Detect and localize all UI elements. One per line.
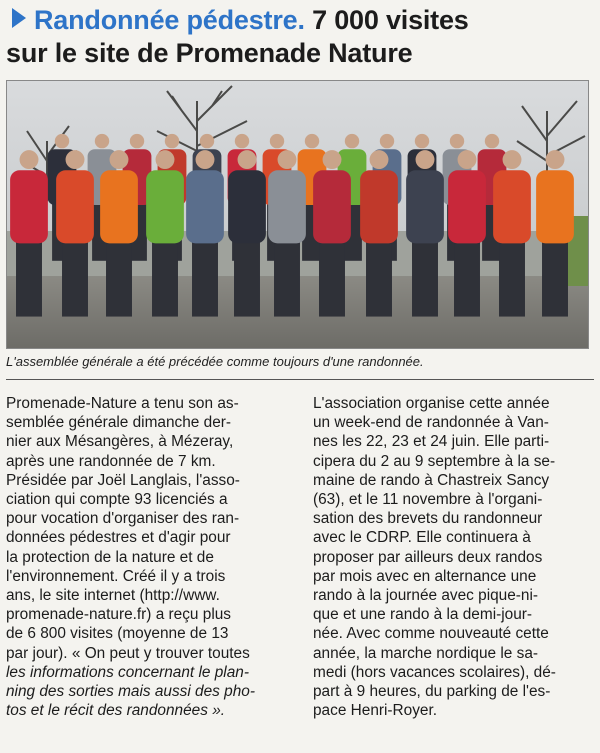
article-line: de 6 800 visites (moyenne de 13 [6,625,229,643]
article-line: nes les 22, 23 et 24 juin. Elle parti- [313,433,550,451]
article-line: nier aux Mésangères, à Mézeray, [6,433,234,451]
article-line: ciation qui compte 93 licenciés a [6,491,228,509]
article-column-right [313,394,591,720]
article-line: année, la marche nordique le sa- [313,644,539,662]
article-line: tos et le récit des randonnées ». [6,702,226,720]
article-line: part à 9 heures, du parking de l'es- [313,683,551,701]
hikers-illustration [7,81,588,348]
divider [6,379,594,380]
article-line: proposer par ailleurs deux randos [313,548,543,566]
article-column-left [6,394,284,720]
headline-line-2: sur le site de Promenade Nature [6,38,413,68]
photo-caption: L'assemblée générale a été précédée comme toujours d'une randonnée. [6,354,424,369]
article-line: avec le CDRP. Elle continuera à [313,529,531,547]
article-line: cipera du 2 au 9 septembre à la se- [313,452,556,470]
article-line: rando à la journée avec pique-ni- [313,587,539,605]
article-line: Présidée par Joël Langlais, l'asso- [6,471,240,489]
article-line: l'environnement. Créé il y a trois [6,567,226,585]
play-arrow-icon [12,8,26,28]
article-line: par jour). « On peut y trouver toutes [6,644,250,662]
article-line: que et une rando à la demi-jour- [313,606,533,624]
article-line: sation des brevets du randonneur [313,510,543,528]
article-line: ning des sorties mais aussi des pho- [6,683,255,701]
article-line: promenade-nature.fr) a reçu plus [6,606,231,624]
article-line: Promenade-Nature a tenu son as- [6,395,239,412]
article-line: données pédestres et d'agir pour [6,529,231,547]
article-line: ans, le site internet (http://www. [6,587,220,605]
article-line: medi (hors vacances scolaires), dé- [313,663,556,681]
article-line: (63), et le 11 novembre à l'organi- [313,491,543,509]
article-line: après une randonnée de 7 km. [6,452,216,470]
article-line: maine de rando à Chastreix Sancy [313,471,550,489]
article-line: L'association organise cette année [313,395,550,412]
article-line: semblée générale dimanche der- [6,414,232,432]
group-photo [6,80,589,349]
article-line: la protection de la nature et de [6,548,214,566]
article-line: pour vocation d'organiser des ran- [6,510,240,528]
article-line: un week-end de randonnée à Van- [313,414,549,432]
headline [6,4,594,70]
headline-rubric: Randonnée pédestre. [34,5,305,35]
article-line: née. Avec comme nouveauté cette [313,625,549,643]
article-line: par mois avec en alternance une [313,567,537,585]
headline-line-1 [6,4,594,37]
article-line: pace Henri-Royer. [313,702,438,720]
headline-title: 7 000 visites [312,5,469,35]
article-line: les informations concernant le plan- [6,663,249,681]
